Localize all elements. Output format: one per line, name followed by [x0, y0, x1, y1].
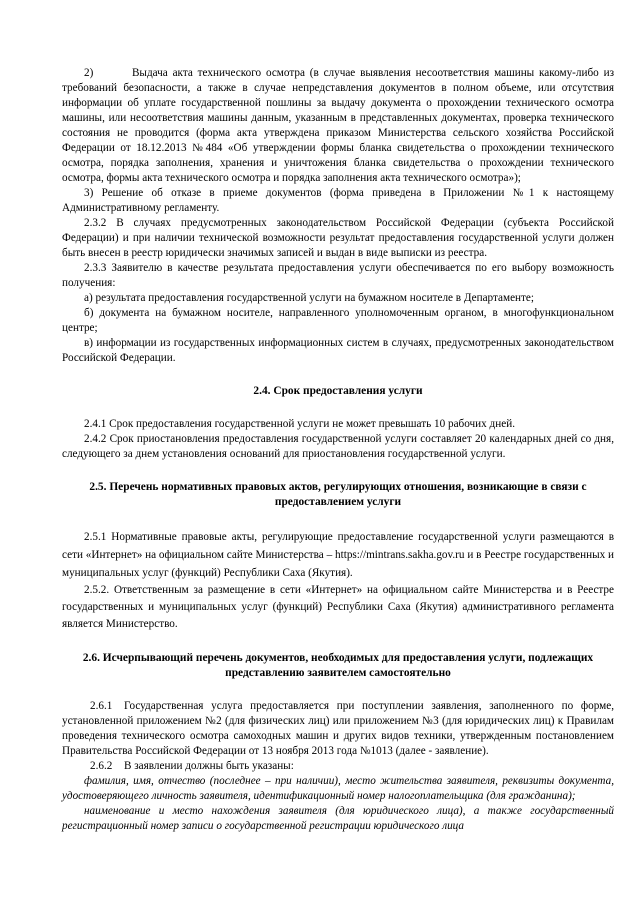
spacer [62, 681, 614, 699]
spacer [62, 510, 614, 528]
section-heading-2-6: 2.6. Исчерпывающий перечень документов, необходимых для предоставления услуги, подлежащих представлению заявителем самостоятельно [82, 652, 594, 679]
paragraph-2-5-2: 2.5.2. Ответственным за размещение в сети «Интернет» на официальном сайте Министерства и в Реестре государственных и муниципальных услуг (функций) Республики Саха (Якутия) административного регламента является Министерство. [62, 584, 614, 630]
paragraph-item-2: 2) Выдача акта технического осмотра (в случае выявления несоответствия машины какому-либо из требований безопасности, а также в случае непредставления документов в полном объеме, или отсутствия информации об уплате государственной пошлины за выдачу документа о прохождении технического осмотра машины, или несоответствия машины данным, указанным в представленных документах, проверка технического состояния не проводится (форма акта утверждена приказом Министерства сельского хозяйства Российской Федерации от 18.12.2013 №484 «Об утверждении формы бланка свидетельства о прохождении технического осмотра, порядка заполнения, хранения и уничтожения бланка свидетельства о прохождении технического осмотра, формы акта технического осмотра и порядка заполнения акта технического осмотра»); [62, 67, 614, 184]
spacer [62, 366, 614, 384]
paragraph-2-4-2: 2.4.2 Срок приостановления предоставления государственной услуги составляет 20 календарных дней со дня, следующего за днем установления оснований для приостановления государственной услуги. [62, 433, 614, 460]
spacer [62, 633, 614, 651]
paragraph-text: Государственная услуга предоставляется при поступлении заявления, заполненного по форме, установленной приложением №2 (для физических лиц) или приложением №3 (для юридических лиц) к Правилам проведения технического осмотра самоходных машин и других видов техники, утвержденным постановлением Правительства Российской Федерации от 13 ноября 2013 года №1013 (далее - заявление). [62, 700, 614, 757]
paragraph-number: 2.6.1 [90, 700, 113, 712]
spacer [62, 399, 614, 417]
paragraph-item-3: 3) Решение об отказе в приеме документов (форма приведена в Приложении №1 к настоящему Административному регламенту. [62, 187, 614, 214]
paragraph-text: В заявлении должны быть указаны: [124, 760, 294, 772]
section-heading-2-5: 2.5. Перечень нормативных правовых актов, регулирующих отношения, возникающие в связи с предоставлением услуги [89, 481, 587, 508]
spacer [62, 462, 614, 480]
paragraph-2-6-2 [62, 759, 614, 774]
document-page [62, 66, 614, 834]
list-item-v: в) информации из государственных информационных систем в случаях, предусмотренных законодательством Российской Федерации. [62, 337, 614, 364]
section-heading-2-4: 2.4. Срок предоставления услуги [253, 385, 423, 397]
paragraph-2-4-1: 2.4.1 Срок предоставления государственной услуги не может превышать 10 рабочих дней. [84, 418, 515, 430]
paragraph-number: 2.6.2 [90, 760, 113, 772]
italic-paragraph-citizen: фамилия, имя, отчество (последнее – при наличии), место жительства заявителя, реквизиты документа, удостоверяющего личность заявителя, идентификационный номер налогоплательщика (для гражданина); [62, 775, 614, 802]
list-item-b: б) документа на бумажном носителе, направленного уполномоченным органом, в многофункциональном центре; [62, 307, 614, 334]
paragraph-2-3-3: 2.3.3 Заявителю в качестве результата предоставления услуги обеспечивается по его выбору возможность получения: [62, 262, 614, 289]
italic-paragraph-legal-entity: наименование и место нахождения заявителя (для юридического лица), а также государственный регистрационный номер записи о государственной регистрации юридического лица [62, 805, 614, 832]
paragraph-2-5-1: 2.5.1 Нормативные правовые акты, регулирующие предоставление государственной услуги размещаются в сети «Интернет» на официальном сайте Министерства – https://mintrans.sakha.gov.ru и в Реестре государственных и муниципальных услуг (функций) Республики Саха (Якутия). [62, 531, 614, 579]
list-item-a: а) результата предоставления государственной услуги на бумажном носителе в Департаменте; [84, 292, 534, 304]
paragraph-2-6-1 [62, 699, 614, 759]
paragraph-2-3-2: 2.3.2 В случаях предусмотренных законодательством Российской Федерации (субъекта Российской Федерации) и при наличии технической возможности результат предоставления государственной услуги должен быть внесен в реестр юридически значимых записей и выдан в виде выписки из реестра. [62, 217, 614, 259]
